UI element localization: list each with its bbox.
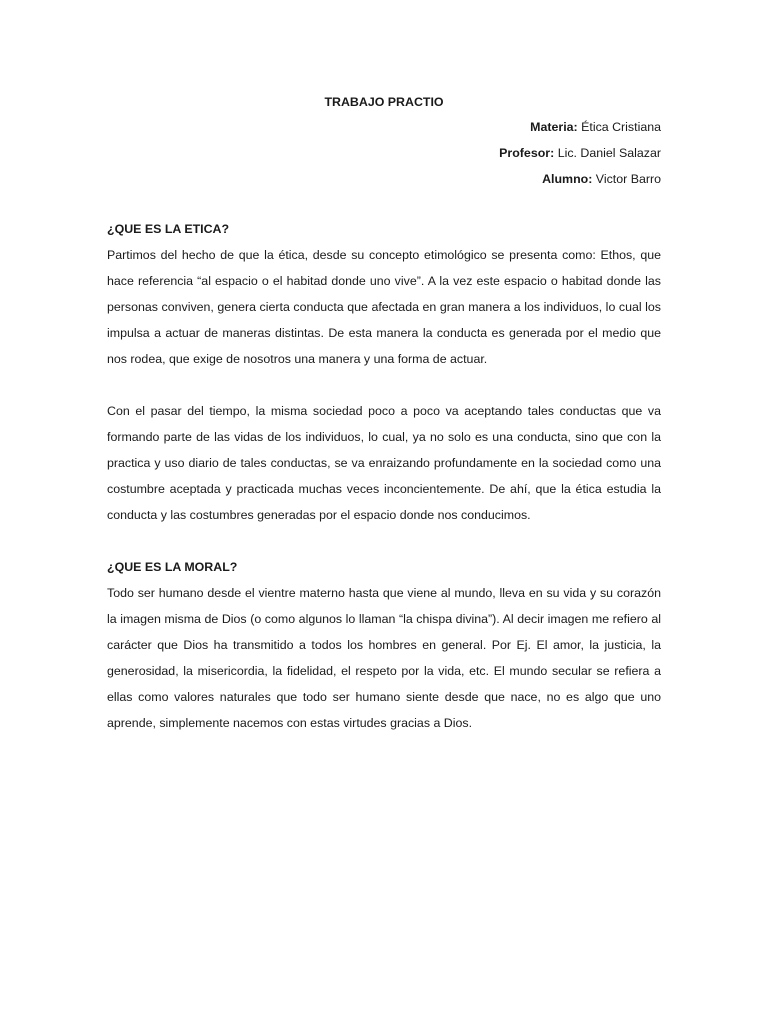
meta-materia [107,114,661,140]
meta-materia-value: Ética Cristiana [581,120,661,134]
paragraph-etica-2: Con el pasar del tiempo, la misma sociedad poco a poco va aceptando tales conductas que va formando parte de las vidas de los individuos, lo cual, ya no solo es una conducta, sino que con la practica y uso diario de tales conductas, se va enraizando profundamente en la sociedad como una costumbre aceptada y practicada muchas veces inconcientemente. De ahí, que la ética estudia la conducta y las costumbres generadas por el espacio donde nos conducimos. [107,404,661,522]
meta-profesor [107,140,661,166]
meta-profesor-value: Lic. Daniel Salazar [557,146,661,160]
meta-alumno-label: Alumno: [542,172,593,186]
meta-alumno [107,166,661,192]
meta-materia-label: Materia: [530,120,578,134]
meta-alumno-value: Victor Barro [595,172,661,186]
paragraph-moral-1: Todo ser humano desde el vientre materno hasta que viene al mundo, lleva en su vida y su corazón la imagen misma de Dios (o como algunos lo llaman “la chispa divina”). Al decir imagen me refiero al carácter que Dios ha transmitido a todos los hombres en general. Por Ej. El amor, la justicia, la generosidad, la misericordia, la fidelidad, el respeto por la vida, etc. El mundo secular se refiera a ellas como valores naturales que todo ser humano siente desde que nace, no es algo que uno aprende, simplemente nacemos con estas virtudes gracias a Dios. [107,586,661,730]
paragraph-etica-1: Partimos del hecho de que la ética, desde su concepto etimológico se presenta como: Ethos, que hace referencia “al espacio o el habitad donde uno vive”. A la vez este espacio o habitad donde las personas conviven, genera cierta conducta que afectada en gran manera a los individuos, lo cual los impulsa a actuar de maneras distintas. De esta manera la conducta es generada por el medio que nos rodea, que exige de nosotros una manera y una forma de actuar. [107,248,661,366]
meta-profesor-label: Profesor: [499,146,555,160]
spacer [107,372,661,398]
document-body [107,92,661,736]
spacer [107,192,661,216]
section-heading-moral: ¿QUE ES LA MORAL? [107,560,238,574]
section-heading-etica: ¿QUE ES LA ETICA? [107,222,230,236]
document-title: TRABAJO PRACTIO [324,95,444,109]
spacer [107,528,661,554]
